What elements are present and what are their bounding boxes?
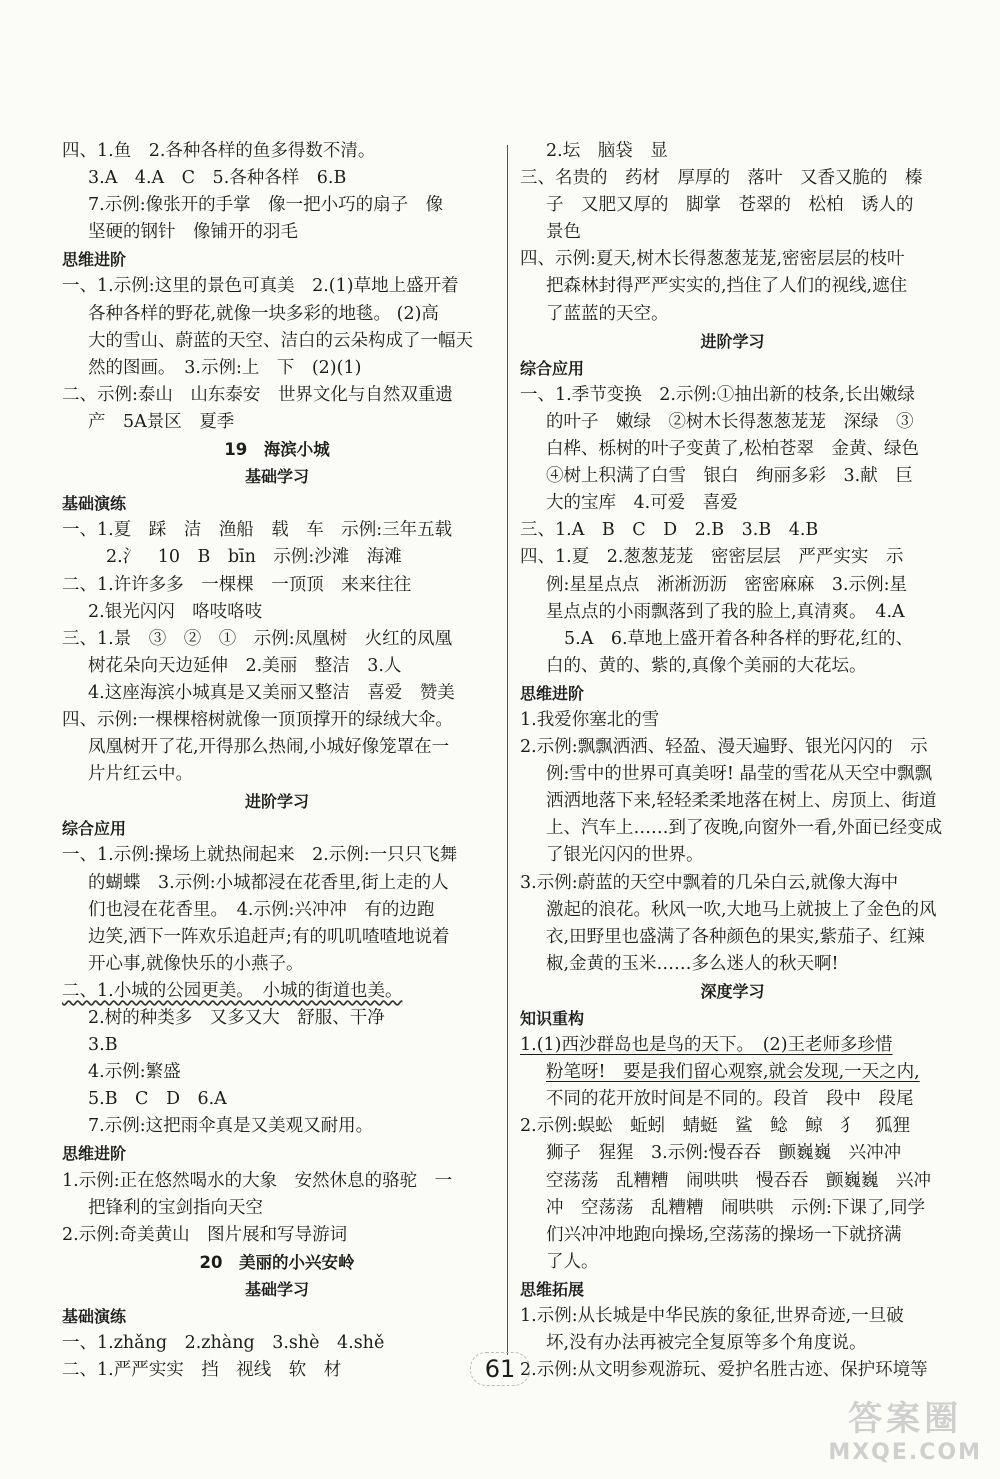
text-line [520, 842, 945, 869]
text-line [520, 1303, 945, 1330]
text-line [62, 897, 492, 924]
text-line [520, 761, 945, 788]
text-line-text: 1.示例:从长城是中华民族的象征,世界奇迹,一旦破 [520, 1306, 904, 1327]
text-line [520, 734, 945, 761]
text-line-text: 粉笔呀! 要是我们留心观察,就会发现,一天之内, [546, 1062, 920, 1083]
text-line-text: 了银光闪闪的世界。 [546, 845, 704, 866]
text-line-text: 一、1.zhǎng 2.zhàng 3.shè 4.shě [62, 1333, 385, 1354]
text-line [520, 626, 945, 653]
text-line [62, 761, 492, 788]
text-line-text: 二、示例:泰山 山东泰安 世界文化与自然双重遗 [62, 384, 453, 405]
text-line [62, 1168, 492, 1195]
subsection-title-text: 进阶学习 [244, 792, 309, 812]
text-line-text: 大的宝库 4.可爱 喜爱 [546, 493, 738, 514]
text-line-text: 上、汽车上……到了夜晚,向窗外一看,外面已经变成 [546, 818, 943, 839]
section-heading-text: 思维进阶 [62, 250, 127, 270]
watermark-line-2: MXQE.COM [828, 1440, 982, 1465]
text-line [520, 951, 945, 978]
text-line [62, 382, 492, 409]
text-line-text: 5.A 6.草地上盛开着各种各样的野花,红的、 [564, 628, 914, 649]
text-line [520, 707, 945, 734]
text-line [520, 599, 945, 626]
text-line-text: ④树上积满了白雪 银白 绚丽多彩 3.献 巨 [546, 466, 913, 487]
right-column [520, 138, 945, 1384]
text-line [62, 301, 492, 328]
text-line [520, 1168, 945, 1195]
text-line-text: 三、1.景 ③ ② ① 示例:凤凰树 火红的凤凰 [62, 628, 453, 649]
text-line-text: 了蓝蓝的天空。 [546, 303, 669, 324]
text-line-text: 一、1.示例:这里的景色可真美 2.(1)草地上盛开着 [62, 276, 459, 297]
section-heading [62, 246, 492, 273]
text-line [62, 734, 492, 761]
text-line-text: 三、1.A B C D 2.B 3.B 4.B [520, 520, 819, 541]
text-line-text: 2.银光闪闪 咯吱咯吱 [88, 601, 263, 622]
text-line-text: 4.这座海滨小城真是又美丽又整洁 喜爱 赞美 [88, 682, 455, 703]
section-heading [520, 1005, 945, 1032]
text-line-text: 们兴冲冲地跑向操场,空荡荡的操场一下就挤满 [546, 1224, 902, 1245]
section-heading-text: 思维进阶 [520, 683, 585, 703]
lesson-title [62, 436, 492, 463]
text-line-text: 3.示例:蔚蓝的天空中飘着的几朵白云,就像大海中 [520, 872, 899, 893]
text-line-text: 一、1.示例:操场上就热闹起来 2.示例:一只只飞舞 [62, 845, 458, 866]
section-heading [520, 680, 945, 707]
column-divider [507, 145, 508, 1355]
text-line-text: 四、示例:夏天,树木长得葱葱茏茏,密密层层的枝叶 [520, 249, 905, 270]
text-line-text: 1.(1)西沙群岛也是鸟的天下。 (2)王老师多珍惜 [520, 1035, 893, 1056]
watermark-logo [828, 1391, 982, 1465]
text-line-text: 2.示例:奇美黄山 图片展和写导游词 [62, 1224, 348, 1245]
text-line [62, 273, 492, 300]
text-line-text: 四、1.夏 2.葱葱茏茏 密密层层 严严实实 示 [520, 547, 904, 568]
text-line [62, 978, 492, 1005]
text-line-text: 大的雪山、蔚蓝的天空、洁白的云朵构成了一幅天 [88, 330, 473, 351]
text-line [520, 490, 945, 517]
text-line [62, 951, 492, 978]
text-line-text: 开心事,就像快乐的小燕子。 [88, 953, 304, 974]
text-line-text: 了人。 [546, 1251, 599, 1272]
text-line-text: 2.氵 10 B bīn 示例:沙滩 海滩 [106, 547, 402, 568]
text-line [520, 788, 945, 815]
subsection-title [62, 788, 492, 815]
text-line [520, 1086, 945, 1113]
text-line-text: 景色 [546, 222, 581, 243]
text-line [520, 572, 945, 599]
text-line-text: 把锋利的宝剑指向天空 [88, 1197, 263, 1218]
watermark-line-1: 答案圈 [848, 1399, 963, 1439]
text-line [520, 219, 945, 246]
lesson-title [62, 1249, 492, 1276]
text-line-text: 子 又肥又厚的 脚掌 苍翠的 松柏 诱人的 [546, 195, 914, 216]
text-line [520, 897, 945, 924]
text-line [520, 815, 945, 842]
text-line [520, 463, 945, 490]
text-line [520, 544, 945, 571]
text-line [62, 707, 492, 734]
section-heading [520, 1276, 945, 1303]
section-heading [62, 1140, 492, 1167]
text-line-text: 白的、黄的、紫的,真像个美丽的大花坛。 [546, 655, 867, 676]
text-line [520, 1140, 945, 1167]
text-line-text: 冲 空荡荡 乱糟糟 闹哄哄 示例:下课了,同学 [546, 1197, 925, 1218]
text-line-text: 四、示例:一棵棵榕树就像一顶顶撑开的绿绒大伞。 [62, 709, 453, 730]
text-line-text: 例:雪中的世界可真美呀! 晶莹的雪花从天空中飘飘 [546, 764, 932, 785]
text-line-text: 三、名贵的 药材 厚厚的 落叶 又香又脆的 榛 [520, 168, 923, 189]
left-column [62, 138, 492, 1384]
text-line [520, 192, 945, 219]
text-line [520, 138, 945, 165]
text-line-text: 2.坛 脑袋 显 [546, 141, 668, 161]
text-line-text: 的蝴蝶 3.示例:小城都浸在花香里,街上走的人 [88, 872, 449, 893]
text-line-text: 1.我爱你塞北的雪 [520, 709, 660, 730]
text-line-text: 各种各样的野花,就像一块多彩的地毯。 (2)高 [88, 303, 439, 324]
subsection-title-text: 进阶学习 [700, 331, 765, 351]
text-line-text: 边笑,洒下一阵欢乐追赶声;有的叽叽喳喳地说着 [88, 926, 450, 947]
text-line [62, 680, 492, 707]
subsection-title [520, 978, 945, 1005]
text-line [520, 1195, 945, 1222]
text-line [62, 870, 492, 897]
section-heading [62, 490, 492, 517]
text-line-text: 二、1.严严实实 挡 视线 软 材 [62, 1360, 342, 1381]
text-line [520, 273, 945, 300]
text-line-text: 凤凰树开了花,开得那么热闹,小城好像笼罩在一 [88, 737, 450, 758]
text-line-text: 星点点的小雨飘落到了我的脸上,真清爽。 4.A [546, 601, 905, 622]
subsection-title [520, 328, 945, 355]
section-heading [62, 1303, 492, 1330]
text-line [62, 572, 492, 599]
text-line-text: 一、1.季节变换 2.示例:①抽出新的枝条,长出嫩绿 [520, 384, 915, 405]
text-line-text: 洒洒地落下来,轻轻柔柔地落在树上、房顶上、街道 [546, 791, 937, 812]
text-line-text: 坏,没有办法再被完全复原等多个角度说。 [546, 1333, 867, 1354]
text-line-text: 然的图画。 3.示例:上 下 (2)(1) [88, 357, 362, 378]
section-heading [62, 815, 492, 842]
section-heading-text: 思维进阶 [62, 1144, 127, 1164]
lesson-title-text: 19 海滨小城 [224, 440, 330, 460]
text-line [62, 355, 492, 382]
subsection-title-text: 基础学习 [244, 1279, 309, 1299]
text-line-text: 激起的浪花。秋风一吹,大地马上就披上了金色的风 [546, 899, 937, 920]
text-line-text: 坚硬的钢针 像铺开的羽毛 [88, 222, 298, 243]
text-line-text: 2.示例:蜈蚣 蚯蚓 蜻蜓 鲨 鲶 鲸 犭 狐狸 [520, 1116, 911, 1137]
text-line [520, 1059, 945, 1086]
text-line [62, 1113, 492, 1140]
text-line [62, 1086, 492, 1113]
text-line [520, 1249, 945, 1276]
page-number-text: 61 [470, 1352, 531, 1386]
text-line-text: 5.B C D 6.A [88, 1089, 227, 1110]
subsection-title [62, 1276, 492, 1303]
text-line [62, 409, 492, 436]
text-line [62, 1032, 492, 1059]
section-heading-text: 思维拓展 [520, 1279, 585, 1299]
text-line [520, 653, 945, 680]
text-line [62, 328, 492, 355]
text-line-text: 例:星星点点 淅淅沥沥 密密麻麻 3.示例:星 [546, 574, 907, 595]
text-line [62, 653, 492, 680]
text-line [62, 544, 492, 571]
text-line [520, 870, 945, 897]
section-heading [520, 355, 945, 382]
text-line [62, 517, 492, 544]
text-line-text: 的叶子 嫩绿 ②树木长得葱葱茏茏 深绿 ③ [546, 411, 914, 432]
text-line-text: 1.示例:正在悠然喝水的大象 安然休息的骆驼 一 [62, 1170, 453, 1191]
subsection-title-text: 基础学习 [244, 467, 309, 487]
text-line-text: 片片红云中。 [88, 764, 193, 785]
text-line [520, 301, 945, 328]
text-line-text: 一、1.夏 踩 洁 渔船 载 车 示例:三年五载 [62, 520, 453, 541]
subsection-title-text: 深度学习 [700, 981, 765, 1001]
text-line [520, 1222, 945, 1249]
subsection-title [62, 463, 492, 490]
text-line [520, 924, 945, 951]
text-line-text: 2.示例:飘飘洒洒、轻盈、漫天遍野、银光闪闪的 示 [520, 737, 928, 758]
text-line [62, 219, 492, 246]
text-line-text: 7.示例:这把雨伞真是又美观又耐用。 [88, 1116, 374, 1137]
text-line-text: 们也浸在花香里。 4.示例:兴冲冲 有的边跑 [88, 899, 435, 920]
lesson-title-text: 20 美丽的小兴安岭 [199, 1252, 355, 1272]
section-heading-text: 知识重构 [520, 1009, 585, 1028]
text-line [520, 1113, 945, 1140]
text-line [62, 1222, 492, 1249]
text-line-text: 2.示例:从文明参观游玩、爱护名胜古迹、保护环境等 [520, 1360, 928, 1381]
text-line-text: 4.示例:繁盛 [88, 1062, 181, 1083]
text-line-text: 白桦、栎树的叶子变黄了,松柏苍翠 金黄、绿色 [546, 439, 920, 460]
text-line [62, 924, 492, 951]
text-line [520, 1032, 945, 1059]
section-heading-text: 基础演练 [62, 494, 127, 514]
text-line [62, 1005, 492, 1032]
section-heading-text: 基础演练 [62, 1307, 127, 1327]
text-line [62, 138, 492, 165]
text-line-text: 二、1.许许多多 一棵棵 一顶顶 来来往往 [62, 574, 412, 595]
text-line-text: 二、1.小城的公园更美。 小城的街道也美。 [62, 980, 403, 1001]
text-line-text: 3.A 4.A C 5.各种各样 6.B [88, 168, 347, 189]
text-line-text: 椒,金黄的玉米……多么迷人的秋天啊! [546, 953, 839, 974]
text-line [520, 246, 945, 273]
text-line [62, 192, 492, 219]
text-line [520, 165, 945, 192]
text-line-text: 7.示例:像张开的手掌 像一把小巧的扇子 像 [88, 195, 444, 216]
text-line-text: 狮子 猩猩 3.示例:慢吞吞 颤巍巍 兴冲冲 [546, 1143, 902, 1164]
text-line-text: 产 5A景区 夏季 [88, 411, 235, 432]
text-line [520, 436, 945, 463]
text-line [62, 842, 492, 869]
text-line-text: 不同的花开放时间是不同的。段首 段中 段尾 [546, 1089, 914, 1110]
text-line-text: 把森林封得严严实实的,挡住了人们的视线,遮住 [546, 276, 908, 297]
text-line-text: 2.树的种类多 又多又大 舒服、干净 [88, 1008, 385, 1028]
text-line-text: 树花朵向天边延伸 2.美丽 整洁 3.人 [88, 655, 402, 676]
section-heading-text: 综合应用 [62, 819, 127, 839]
text-line [62, 165, 492, 192]
text-line-text: 3.B [88, 1035, 118, 1056]
text-line [62, 1059, 492, 1086]
text-line [520, 409, 945, 436]
text-line [62, 599, 492, 626]
text-line-text: 空荡荡 乱糟糟 闹哄哄 慢吞吞 颤巍巍 兴冲 [546, 1170, 931, 1191]
text-line [520, 517, 945, 544]
section-heading-text: 综合应用 [520, 358, 585, 378]
text-line [520, 382, 945, 409]
page-number [0, 1352, 1000, 1386]
text-line-text: 衣,田野里也盛满了各种颜色的果实,紫茄子、红辣 [546, 926, 925, 947]
text-line-text: 四、1.鱼 2.各种各样的鱼多得数不清。 [62, 141, 376, 161]
text-line [62, 1195, 492, 1222]
text-line [62, 626, 492, 653]
